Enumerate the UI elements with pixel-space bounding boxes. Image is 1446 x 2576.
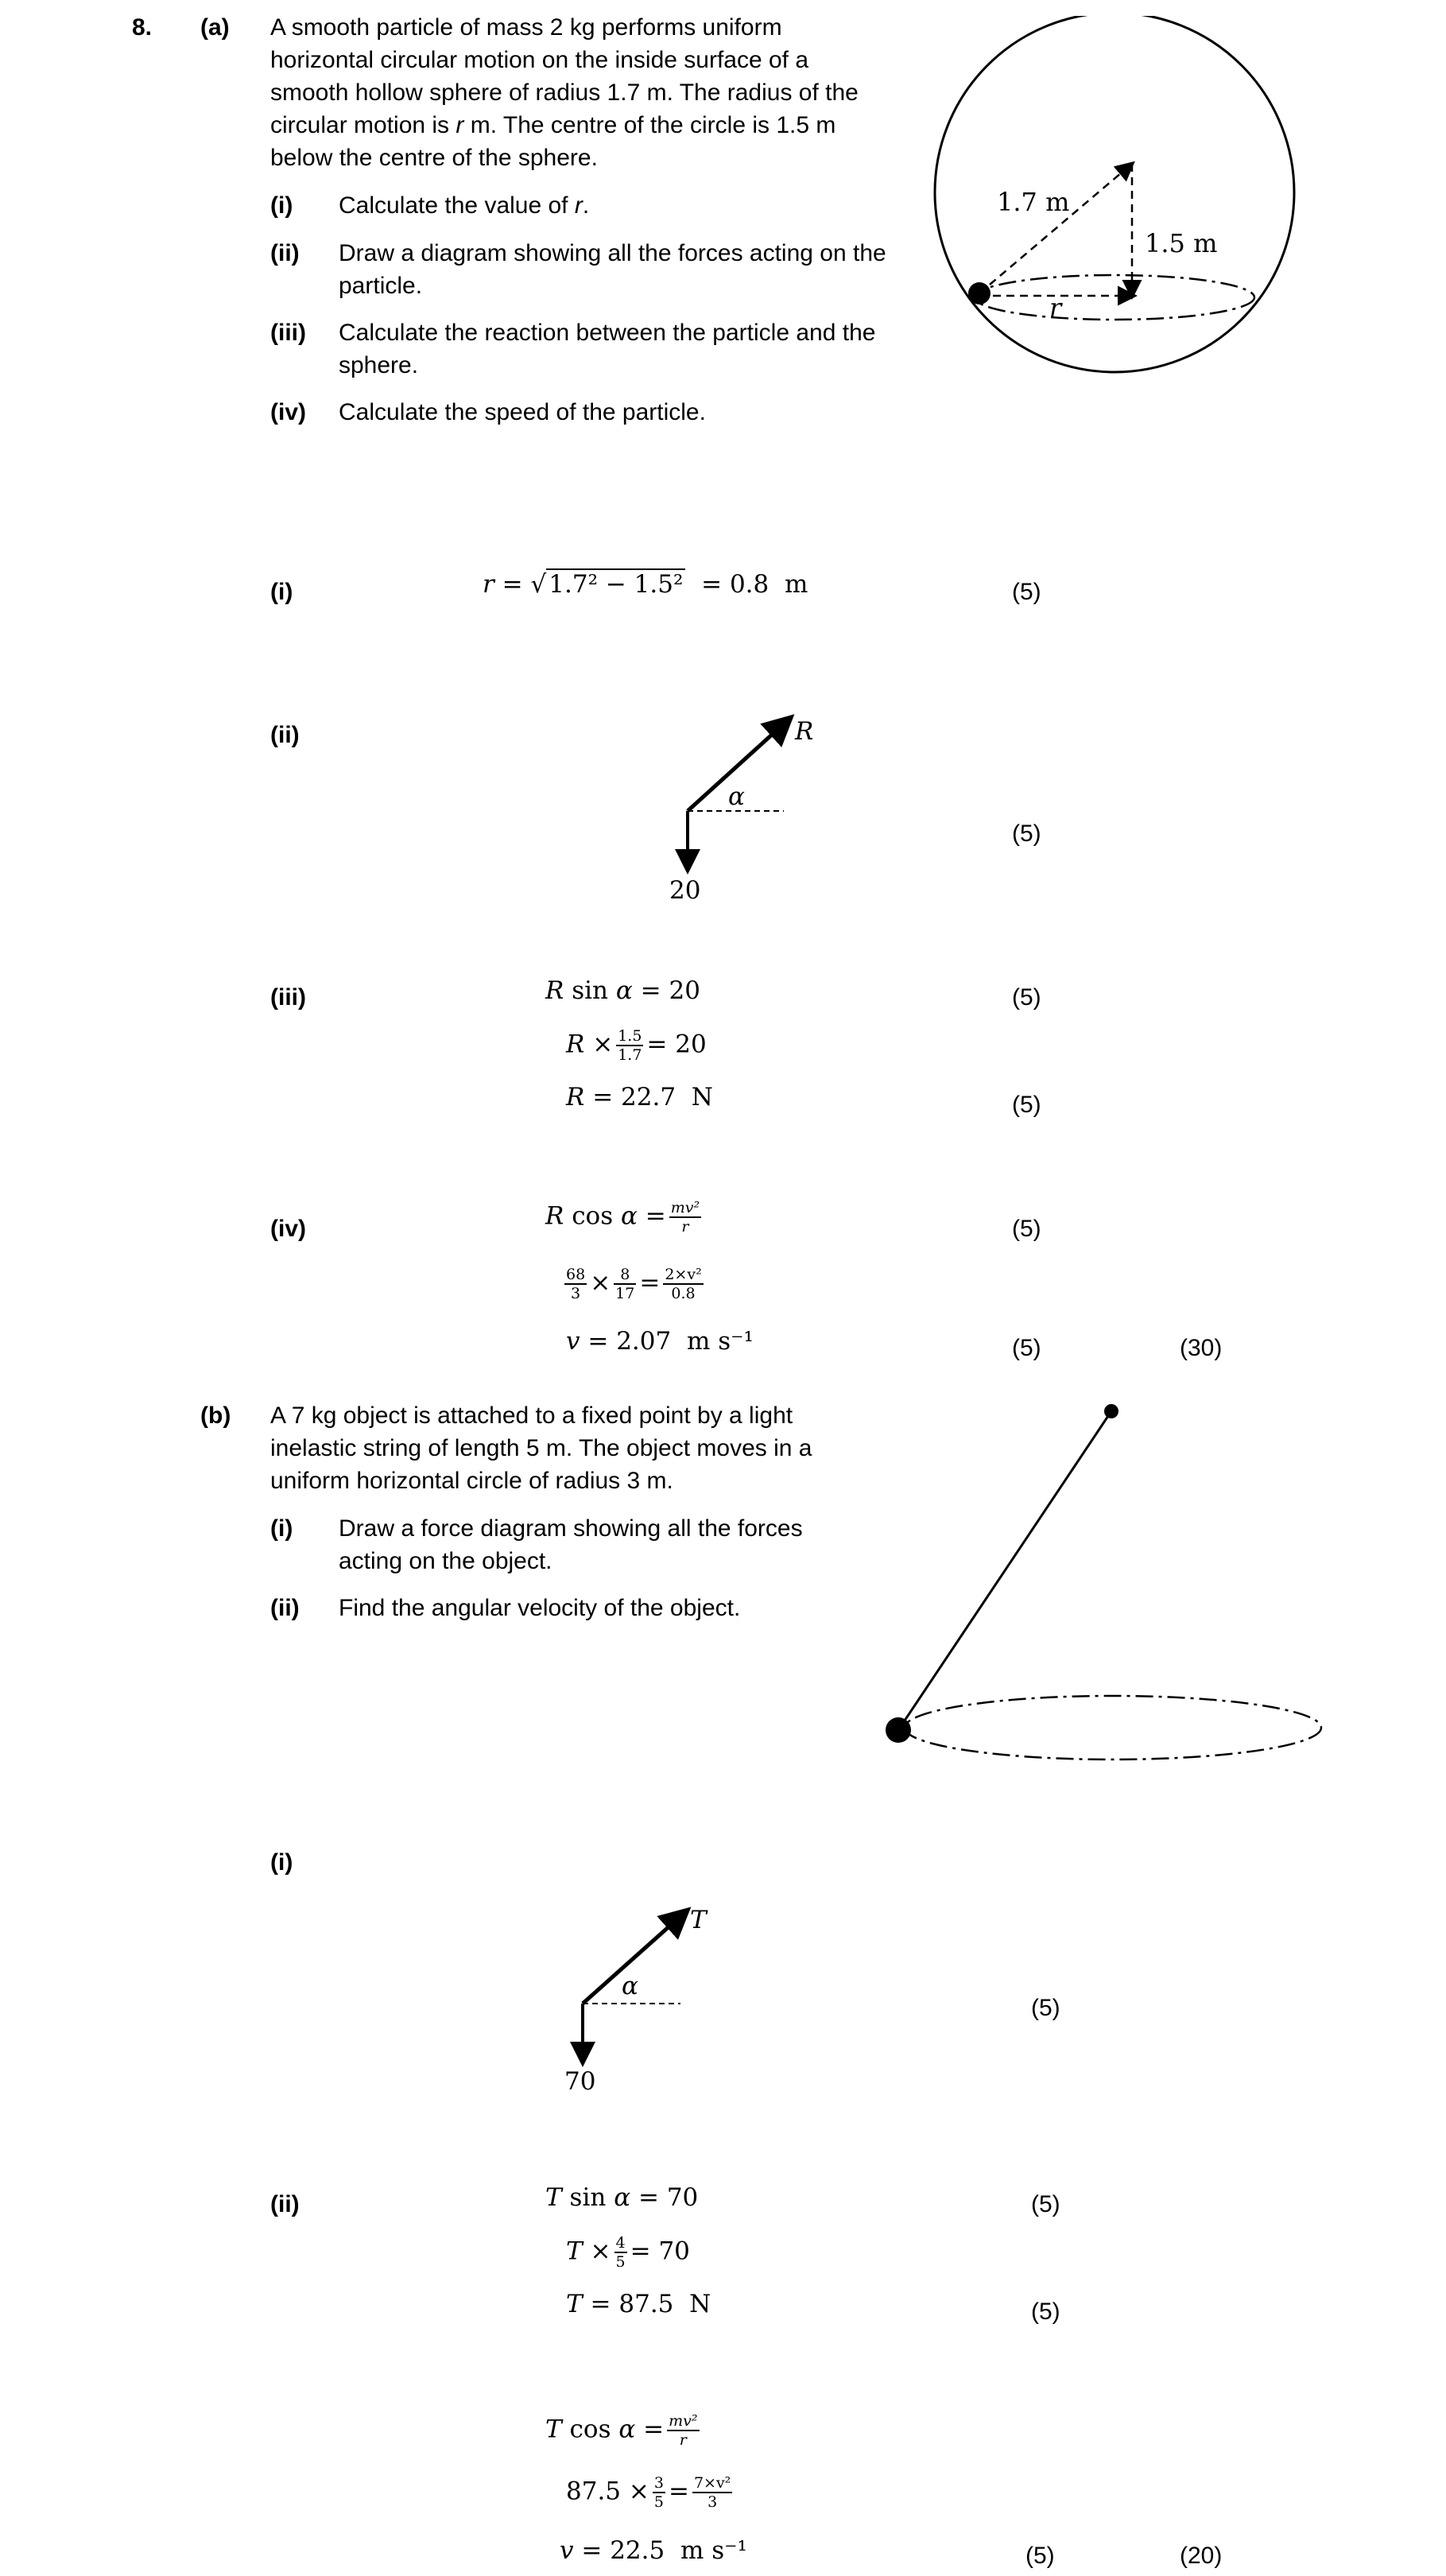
part-b-task-i-line-1: Draw a force diagram showing all the forces: [339, 1515, 803, 1542]
sol-b-ii-eq-3: T = 87.5 N: [566, 2290, 711, 2318]
part-a-task-label-i: (i): [270, 192, 293, 219]
part-a-task-label-ii: (ii): [270, 240, 300, 266]
mark-a-iii-3: (5): [1012, 1092, 1041, 1118]
part-a-task-iv-text: Calculate the speed of the particle.: [339, 399, 706, 425]
part-b-task-ii-text: Find the angular velocity of the object.: [339, 1595, 741, 1621]
sol-b-ii-eq-2: T × $\frac{4}{5}$ = 70: [566, 2234, 690, 2271]
weight-label-70: 70: [564, 2067, 596, 2096]
sol-b-i-label: (i): [270, 1849, 293, 1876]
mark-a-i: (5): [1012, 579, 1041, 605]
sol-a-iii-eq-3: R = 22.7 N: [566, 1083, 713, 1111]
force-diagram-a: [652, 700, 827, 906]
sphere-radius-line: [979, 164, 1132, 293]
conical-pendulum-figure: [874, 1391, 1336, 1773]
sol-a-iv-label: (iv): [270, 1216, 306, 1242]
part-b-label: (b): [200, 1402, 231, 1429]
mark-a-iv-1: (5): [1012, 1216, 1041, 1242]
sol-a-ii-label: (ii): [270, 722, 300, 748]
string-line: [898, 1411, 1111, 1730]
mark-b-i: (5): [1031, 1995, 1060, 2021]
sol-a-iv-eq-2: $\frac{68}{3}$ × $\frac{8}{17}$ = $\frac{\text{2×v²}}{0.8}$: [566, 1266, 702, 1302]
mark-a-iii-1: (5): [1012, 984, 1041, 1011]
part-b-task-label-i: (i): [270, 1515, 293, 1542]
part-a-stem-line-1: A smooth particle of mass 2 kg performs uniform: [270, 14, 782, 41]
part-a-stem-line-5: below the centre of the sphere.: [270, 145, 598, 171]
part-a-task-ii-line-2: particle.: [339, 273, 423, 299]
part-a-task-ii-line-1: Draw a diagram showing all the forces acting on the: [339, 240, 886, 266]
part-a-label: (a): [200, 14, 230, 41]
weight-label-20: 20: [669, 876, 701, 905]
force-label-t: T: [690, 1906, 707, 1934]
part-a-stem-line-2: horizontal circular motion on the inside surface of a: [270, 47, 809, 73]
fixed-point: [1104, 1404, 1118, 1418]
total-b: (20): [1180, 2543, 1223, 2569]
part-a-task-i-text: Calculate the value of r.: [339, 192, 590, 219]
sphere-outline: [935, 16, 1294, 372]
sol-a-i-label: (i): [270, 579, 293, 605]
part-a-task-label-iii: (iii): [270, 320, 306, 346]
sphere-figure: [930, 16, 1312, 382]
angle-label-alpha-b: α: [622, 1972, 638, 2000]
sol-b-ii-eq-1: T sin α = 70: [545, 2183, 699, 2212]
part-a-task-label-iv: (iv): [270, 399, 306, 425]
sol-b-ii-eq-4: T cos α = $\frac{\text{mv²}}{r}$: [545, 2412, 698, 2449]
label-1-5m: 1.5 m: [1145, 228, 1218, 258]
mark-a-iv-3: (5): [1012, 1335, 1041, 1361]
object: [886, 1717, 911, 1743]
force-diagram-b: [549, 1892, 723, 2099]
sol-a-iv-eq-1: R cos α = $\frac{\text{mv²}}{r}$: [545, 1199, 700, 1236]
label-1-7m: 1.7 m: [997, 187, 1070, 217]
part-b-stem-line-2: inelastic string of length 5 m. The object moves in a: [270, 1435, 812, 1461]
mark-b-ii-1: (5): [1031, 2191, 1060, 2217]
part-a-task-iii-line-1: Calculate the reaction between the particle and the: [339, 320, 876, 346]
angle-label-alpha: α: [728, 782, 745, 811]
circle-of-motion: [975, 275, 1254, 320]
sol-a-iv-eq-3: v = 2.07 m s⁻¹: [566, 1327, 754, 1356]
mark-a-ii: (5): [1012, 821, 1041, 847]
sol-a-iii-eq-1: R sin α = 20: [545, 976, 700, 1005]
part-b-task-label-ii: (ii): [270, 1595, 300, 1621]
horizontal-circle: [905, 1696, 1321, 1759]
label-r: r: [1049, 293, 1062, 323]
part-a-stem-line-4: circular motion is r m. The centre of the circle is 1.5 m: [270, 112, 836, 138]
sol-b-ii-label: (ii): [270, 2191, 300, 2217]
sol-a-iii-label: (iii): [270, 984, 306, 1011]
mark-b-ii-6: (5): [1025, 2543, 1055, 2569]
question-number: 8.: [132, 14, 153, 41]
sol-a-iii-eq-2: R × $\frac{1.5}{1.7}$ = 20: [566, 1027, 707, 1064]
part-b-stem-line-3: uniform horizontal circle of radius 3 m.: [270, 1468, 673, 1494]
sol-a-i-equation: r = √1.7² − 1.5² = 0.8 m: [483, 570, 808, 599]
sol-b-ii-eq-5: 87.5 × $\frac{3}{5}$ = $\frac{\text{7×v²}}{3}$: [566, 2474, 731, 2511]
part-b-task-i-line-2: acting on the object.: [339, 1548, 552, 1574]
force-label-r: R: [795, 717, 814, 746]
particle: [968, 282, 990, 305]
mark-b-ii-3: (5): [1031, 2299, 1060, 2325]
part-a-task-iii-line-2: sphere.: [339, 352, 419, 378]
part-a-stem-line-3: smooth hollow sphere of radius 1.7 m. The radius of the: [270, 80, 859, 106]
total-a: (30): [1180, 1335, 1223, 1361]
part-b-stem-line-1: A 7 kg object is attached to a fixed point by a light: [270, 1402, 793, 1429]
sol-b-ii-eq-6: v = 22.5 m s⁻¹: [560, 2536, 747, 2565]
